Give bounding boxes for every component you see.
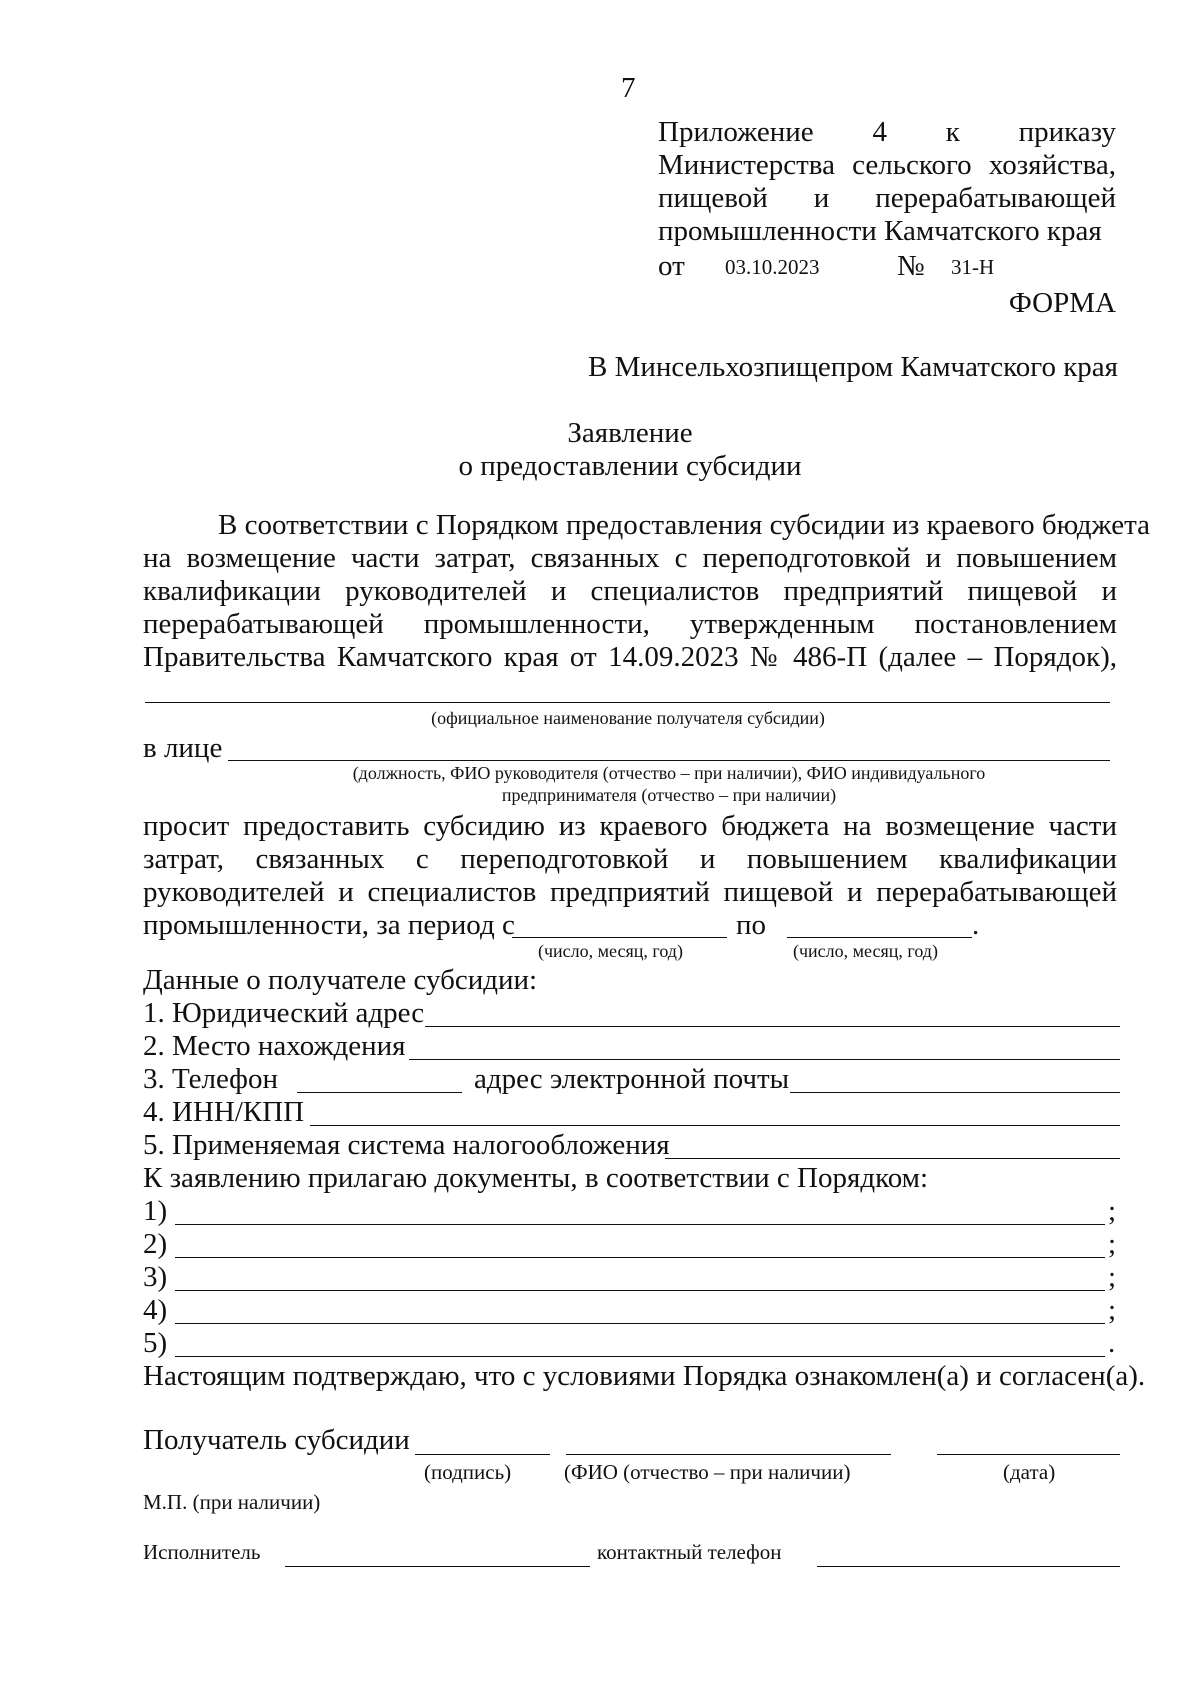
document-title: Заявление: [567, 417, 693, 449]
phone-label: 3. Телефон: [143, 1063, 278, 1095]
stamp-label: М.П. (при наличии): [143, 1490, 321, 1514]
representative-caption-2: предпринимателя (отчество – при наличии): [501, 785, 837, 805]
intro-line-5: Правительства Камчатского края от 14.09.2023 № 486-П (далее – Порядок),: [143, 641, 1117, 673]
signature-field[interactable]: [415, 1454, 550, 1455]
in-person-label: в лице: [143, 732, 223, 764]
document-item-field-4[interactable]: [175, 1323, 1105, 1324]
executor-field[interactable]: [285, 1566, 590, 1567]
appendix-word: приказу: [1018, 116, 1117, 148]
period-end-caption: (число, месяц, год): [793, 941, 938, 961]
representative-caption-1: (должность, ФИО руководителя (отчество – при наличии), ФИО индивидуального: [352, 763, 986, 783]
request-line-2: затрат, связанных с переподготовкой и повышением квалификации: [143, 843, 1117, 875]
appendix-line-2: [658, 149, 1116, 182]
document-item-field-3[interactable]: [175, 1290, 1105, 1291]
intro-line-4: перерабатывающей промышленности, утвержденным постановлением: [143, 608, 1117, 640]
appendix-word: сельского: [852, 149, 972, 181]
appendix-word: Министерства: [658, 149, 835, 181]
appendix-line-1: [658, 116, 1116, 149]
appendix-word: и: [813, 182, 830, 214]
location-field[interactable]: [409, 1059, 1120, 1060]
signature-date-caption: (дата): [1003, 1460, 1056, 1484]
signature-date-field[interactable]: [937, 1454, 1120, 1455]
document-item-number: 5): [143, 1327, 168, 1359]
legal-address-field[interactable]: [425, 1026, 1120, 1027]
document-item-number: 3): [143, 1261, 168, 1293]
tax-system-field[interactable]: [665, 1158, 1120, 1159]
email-field[interactable]: [790, 1092, 1120, 1093]
appendix-date: 03.10.2023: [725, 255, 820, 279]
document-item-end: .: [1108, 1327, 1116, 1359]
document-item-field-1[interactable]: [175, 1224, 1105, 1225]
recipient-name-field[interactable]: [145, 702, 1110, 703]
contact-phone-label: контактный телефон: [597, 1540, 782, 1564]
appendix-number: 31-Н: [951, 255, 995, 279]
appendix-word: пищевой: [658, 182, 768, 214]
signer-name-field[interactable]: [566, 1454, 891, 1455]
location-label: 2. Место нахождения: [143, 1030, 406, 1062]
period-end-field[interactable]: [787, 937, 972, 938]
document-subtitle: о предоставлении субсидии: [458, 450, 802, 482]
representative-field[interactable]: [228, 760, 1110, 761]
phone-field[interactable]: [297, 1092, 462, 1093]
appendix-line-3: [658, 182, 1116, 215]
request-line-4-prefix: промышленности, за период с: [143, 909, 515, 941]
document-item-number: 1): [143, 1195, 168, 1227]
appendix-word: Приложение: [658, 116, 814, 148]
intro-line-1: В соответствии с Порядком предоставления субсидии из краевого бюджета: [218, 509, 1150, 541]
appendix-line-4: промышленности Камчатского края: [658, 215, 1102, 247]
request-line-1: просит предоставить субсидию из краевого бюджета на возмещение части: [143, 810, 1117, 842]
signer-name-caption: (ФИО (отчество – при наличии): [564, 1460, 851, 1484]
appendix-number-sign: №: [897, 250, 925, 282]
page-number: 7: [621, 72, 636, 104]
email-label: адрес электронной почты: [474, 1063, 790, 1095]
period-start-caption: (число, месяц, год): [538, 941, 683, 961]
appendix-word: хозяйства,: [988, 149, 1116, 181]
documents-heading: К заявлению прилагаю документы, в соответствии с Порядком:: [143, 1162, 929, 1194]
tax-system-label: 5. Применяемая система налогообложения: [143, 1129, 670, 1161]
document-item-field-5[interactable]: [175, 1356, 1105, 1357]
period-start-field[interactable]: [512, 937, 727, 938]
appendix-word: перерабатывающей: [875, 182, 1117, 214]
appendix-word: 4: [872, 116, 887, 148]
confirmation-text: Настоящим подтверждаю, что с условиями Порядка ознакомлен(а) и согласен(а).: [143, 1360, 1146, 1392]
document-item-number: 4): [143, 1294, 168, 1326]
contact-phone-field[interactable]: [817, 1566, 1120, 1567]
recipient-caption: (официальное наименование получателя субсидии): [431, 708, 825, 728]
form-label: ФОРМА: [1008, 287, 1116, 319]
request-line-3: руководителей и специалистов предприятий пищевой и перерабатывающей: [143, 876, 1117, 908]
executor-label: Исполнитель: [143, 1540, 261, 1564]
intro-line-3: квалификации руководителей и специалистов предприятий пищевой и: [143, 575, 1117, 607]
signature-caption: (подпись): [424, 1460, 512, 1484]
inn-kpp-field[interactable]: [310, 1125, 1120, 1126]
addressee: В Минсельхозпищепром Камчатского края: [588, 351, 1119, 383]
recipient-data-heading: Данные о получателе субсидии:: [143, 964, 538, 996]
appendix-word: к: [945, 116, 960, 148]
intro-line-2: на возмещение части затрат, связанных с переподготовкой и повышением: [143, 542, 1117, 574]
request-line-4-end: .: [972, 909, 980, 941]
request-line-4-mid: по: [736, 909, 767, 941]
document-item-end: ;: [1108, 1228, 1117, 1260]
document-item-end: ;: [1108, 1294, 1117, 1326]
appendix-from-label: от: [658, 250, 685, 282]
document-item-end: ;: [1108, 1195, 1117, 1227]
inn-kpp-label: 4. ИНН/КПП: [143, 1096, 305, 1128]
document-item-end: ;: [1108, 1261, 1117, 1293]
document-item-number: 2): [143, 1228, 168, 1260]
document-item-field-2[interactable]: [175, 1257, 1105, 1258]
signature-label: Получатель субсидии: [143, 1424, 410, 1456]
legal-address-label: 1. Юридический адрес: [143, 997, 425, 1029]
